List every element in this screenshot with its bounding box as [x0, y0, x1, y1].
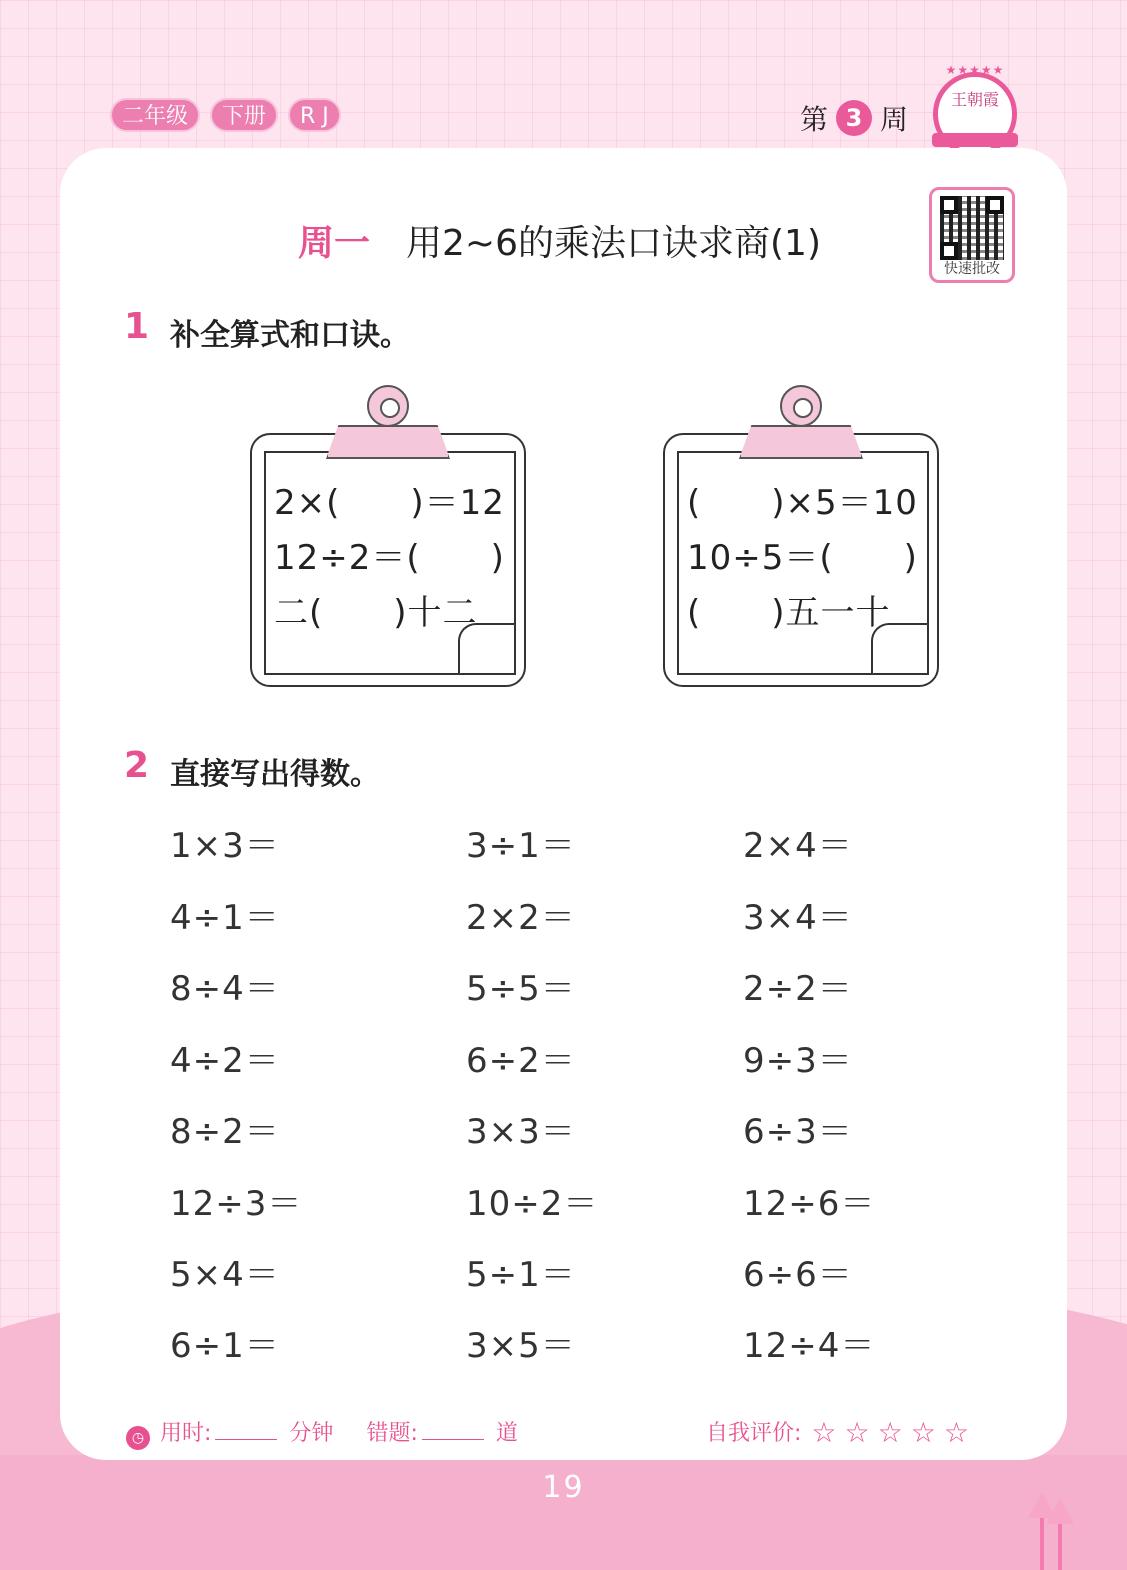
exercise-item: 2×4＝: [743, 826, 853, 866]
qr-finder-icon: [986, 196, 1004, 214]
exercise-item: 8÷4＝: [170, 969, 280, 1009]
question-2-text: 直接写出得数。: [170, 757, 380, 792]
exercise-item: 12÷4＝: [743, 1326, 876, 1366]
arrow-decoration-icon: [1030, 1490, 1080, 1570]
board-1-line-1: 2×( )＝12: [274, 483, 505, 523]
clip-ring-icon: [780, 385, 822, 427]
qr-finder-icon: [940, 196, 958, 214]
rating-label: 自我评价:: [706, 1421, 802, 1446]
clip-ring-icon: [367, 385, 409, 427]
grade-tags: [110, 98, 341, 132]
page-title: [298, 215, 821, 266]
exercise-item: 6÷6＝: [743, 1255, 853, 1295]
time-label: 用时:: [160, 1421, 212, 1446]
title-day: 周一: [298, 223, 371, 264]
volume-tag: 下册: [210, 98, 278, 132]
grade-tag: 二年级: [110, 98, 200, 132]
exercise-item: 3÷1＝: [466, 826, 576, 866]
exercise-item: 4÷2＝: [170, 1041, 280, 1081]
errors-label: 错题:: [366, 1421, 418, 1446]
title-topic: 用2~6的乘法口诀求商(1): [406, 223, 821, 264]
week-suffix: 周: [880, 103, 909, 136]
rating-stars-icon[interactable]: ☆☆☆☆☆: [811, 1416, 977, 1449]
question-1-number: 1: [124, 306, 150, 347]
exercise-item: 9÷3＝: [743, 1041, 853, 1081]
logo-stars-icon: ★★★★★: [945, 63, 1005, 77]
exercise-item: 6÷2＝: [466, 1041, 576, 1081]
exercise-item: 3×4＝: [743, 898, 853, 938]
question-2-number: 2: [124, 745, 150, 786]
page-number: 19: [542, 1470, 585, 1505]
exercise-item: 2÷2＝: [743, 969, 853, 1009]
board-2-line-2: 10÷5＝( ): [687, 538, 918, 578]
board-1-line-2: 12÷2＝( ): [274, 538, 505, 578]
exercise-item: 12÷6＝: [743, 1184, 876, 1224]
clip-icon: [326, 425, 450, 459]
time-unit: 分钟: [289, 1421, 334, 1446]
qr-label: 快速批改: [944, 261, 1000, 277]
exercise-item: 3×3＝: [466, 1112, 576, 1152]
exercise-item: 5×4＝: [170, 1255, 280, 1295]
exercise-item: 6÷1＝: [170, 1326, 280, 1366]
time-blank[interactable]: [215, 1439, 277, 1440]
errors-unit: 道: [495, 1421, 518, 1446]
exercise-item: 5÷1＝: [466, 1255, 576, 1295]
exercise-item: 4÷1＝: [170, 898, 280, 938]
errors-blank[interactable]: [422, 1439, 484, 1440]
qr-code-icon: [940, 196, 1004, 260]
exercise-item: 6÷3＝: [743, 1112, 853, 1152]
question-1-text: 补全算式和口诀。: [170, 318, 410, 353]
week-indicator: [800, 98, 908, 138]
board-2-line-1: ( )×5＝10: [687, 483, 918, 523]
clipboard-2: [663, 385, 939, 639]
logo-ribbon: [932, 133, 1018, 147]
week-prefix: 第: [800, 103, 829, 136]
brand-logo: [933, 63, 1017, 156]
qr-code[interactable]: [929, 187, 1015, 283]
exercise-item: 3×5＝: [466, 1326, 576, 1366]
exercise-item: 12÷3＝: [170, 1184, 303, 1224]
clipboard-1: [250, 385, 526, 639]
board-1-line-3: 二( )十二: [274, 593, 478, 633]
arrow-icon: [1058, 1522, 1062, 1570]
exercise-item: 1×3＝: [170, 826, 280, 866]
arrow-icon: [1040, 1516, 1044, 1570]
exercise-item: 8÷2＝: [170, 1112, 280, 1152]
stopwatch-icon: ◷: [126, 1426, 150, 1450]
exercise-item: 2×2＝: [466, 898, 576, 938]
clip-icon: [739, 425, 863, 459]
exercise-item: 5÷5＝: [466, 969, 576, 1009]
edition-tag: R J: [288, 98, 341, 132]
board-2-line-3: ( )五一十: [687, 593, 891, 633]
logo-text: 王朝霞: [950, 90, 999, 109]
self-rating: [706, 1416, 977, 1449]
time-tracker: [126, 1416, 518, 1450]
exercise-item: 10÷2＝: [466, 1184, 599, 1224]
week-number: 3: [836, 100, 872, 136]
